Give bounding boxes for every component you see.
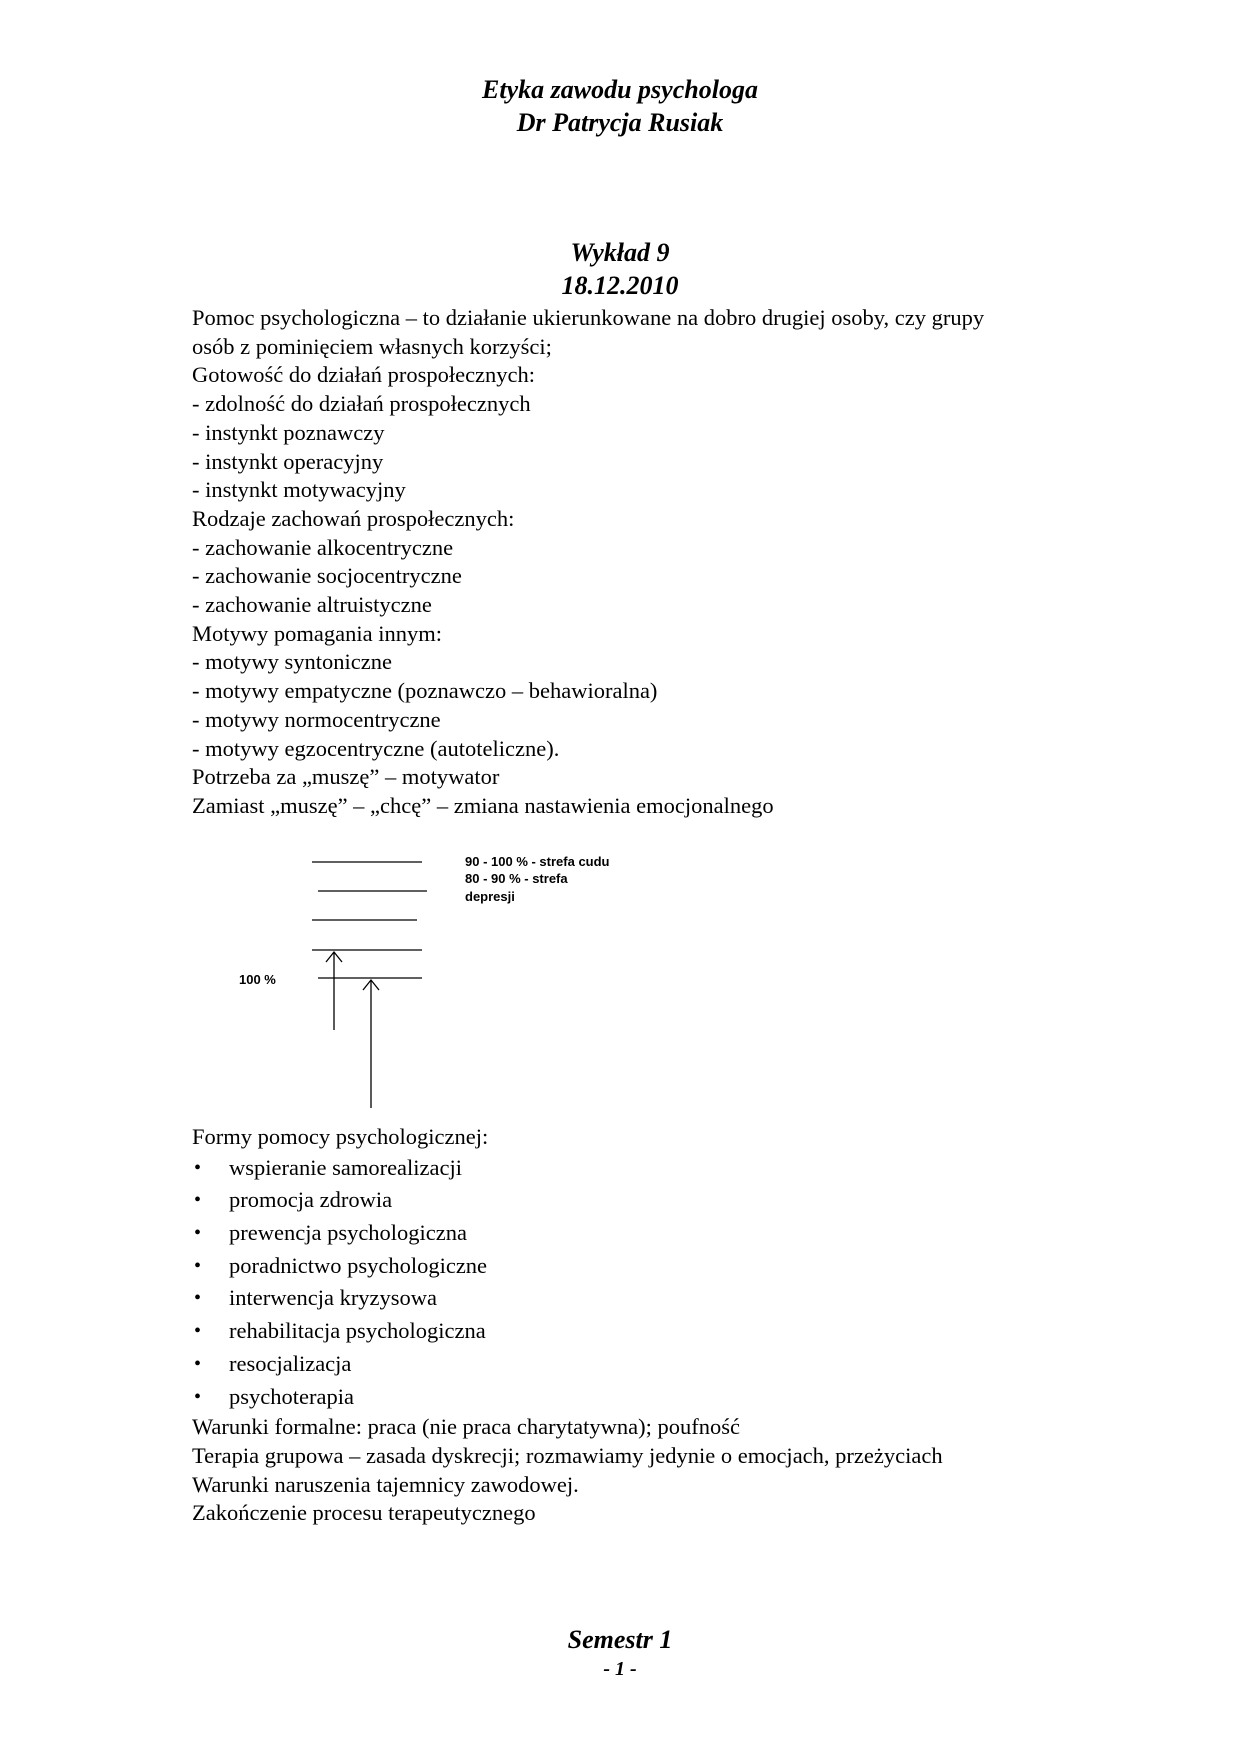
- list-item: • rehabilitacja psychologiczna: [192, 1315, 1092, 1348]
- document-header: [0, 73, 1240, 139]
- bullet-icon: •: [194, 1287, 202, 1310]
- bullet-icon: •: [194, 1254, 202, 1277]
- text-line: Gotowość do działań prospołecznych:: [192, 362, 536, 388]
- bullet-icon: •: [194, 1189, 202, 1212]
- forms-section: [192, 1123, 1092, 1528]
- list-item: • promocja zdrowia: [192, 1184, 1092, 1217]
- bullet-icon: •: [194, 1156, 202, 1179]
- list-item: • poradnictwo psychologiczne: [192, 1250, 1092, 1283]
- forms-list: [192, 1152, 1092, 1414]
- list-item: • prewencja psychologiczna: [192, 1217, 1092, 1250]
- zone-label-miracle: 90 - 100 % - strefa cudu: [465, 854, 610, 869]
- page-number: - 1 -: [603, 1658, 637, 1680]
- lecture-header: [0, 236, 1240, 302]
- bullet-icon: •: [194, 1385, 202, 1408]
- text-line: Terapia grupowa – zasada dyskrecji; rozmawiamy jedynie o emocjach, przeżyciach: [192, 1442, 943, 1468]
- arrow-short-head: [326, 952, 342, 962]
- text-line: - zdolność do działań prospołecznych: [192, 391, 531, 417]
- text-line: - motywy empatyczne (poznawczo – behawioralna): [192, 678, 658, 704]
- text-line: - zachowanie alkocentryczne: [192, 534, 454, 560]
- lecturer-name: Dr Patrycja Rusiak: [516, 108, 724, 137]
- text-line: - motywy normocentryczne: [192, 706, 441, 732]
- text-line: - instynkt motywacyjny: [192, 477, 406, 503]
- arrow-long-head: [363, 980, 379, 990]
- text-line: Potrzeba za „muszę” – motywator: [192, 764, 500, 790]
- zone-label-depression-cont: depresji: [465, 889, 515, 904]
- text-line: Warunki naruszenia tajemnicy zawodowej.: [192, 1471, 579, 1497]
- text-line: Motywy pomagania innym:: [192, 620, 442, 646]
- text-line: osób z pominięciem własnych korzyści;: [192, 333, 552, 359]
- lecture-notes: [192, 304, 1092, 821]
- text-line: - motywy egzocentryczne (autoteliczne).: [192, 735, 560, 761]
- lecture-number: Wykład 9: [570, 238, 670, 267]
- text-line: Zakończenie procesu terapeutycznego: [192, 1500, 536, 1526]
- text-line: Rodzaje zachowań prospołecznych:: [192, 505, 515, 531]
- text-line: - zachowanie altruistyczne: [192, 592, 432, 618]
- list-item: • interwencja kryzysowa: [192, 1282, 1092, 1315]
- lecture-date: 18.12.2010: [561, 271, 679, 300]
- text-line: - motywy syntoniczne: [192, 649, 392, 675]
- text-line: - instynkt operacyjny: [192, 448, 384, 474]
- semester-label: Semestr 1: [567, 1625, 673, 1654]
- forms-heading: Formy pomocy psychologicznej:: [192, 1124, 489, 1149]
- text-line: Zamiast „muszę” – „chcę” – zmiana nastawienia emocjonalnego: [192, 792, 774, 818]
- bullet-icon: •: [194, 1222, 202, 1245]
- bullet-icon: •: [194, 1320, 202, 1343]
- course-title: Etyka zawodu psychologa: [482, 75, 758, 104]
- list-item: • psychoterapia: [192, 1381, 1092, 1414]
- list-item: • wspieranie samorealizacji: [192, 1152, 1092, 1185]
- bullet-icon: •: [194, 1352, 202, 1375]
- text-line: - zachowanie socjocentryczne: [192, 563, 462, 589]
- level-100-label: 100 %: [239, 972, 276, 987]
- text-line: Warunki formalne: praca (nie praca charytatywna); poufność: [192, 1414, 740, 1440]
- list-item: • resocjalizacja: [192, 1348, 1092, 1381]
- zone-label-depression: 80 - 90 % - strefa: [465, 871, 568, 886]
- text-line: Pomoc psychologiczna – to działanie ukierunkowane na dobro drugiej osoby, czy grupy: [192, 305, 985, 330]
- text-line: - instynkt poznawczy: [192, 419, 385, 445]
